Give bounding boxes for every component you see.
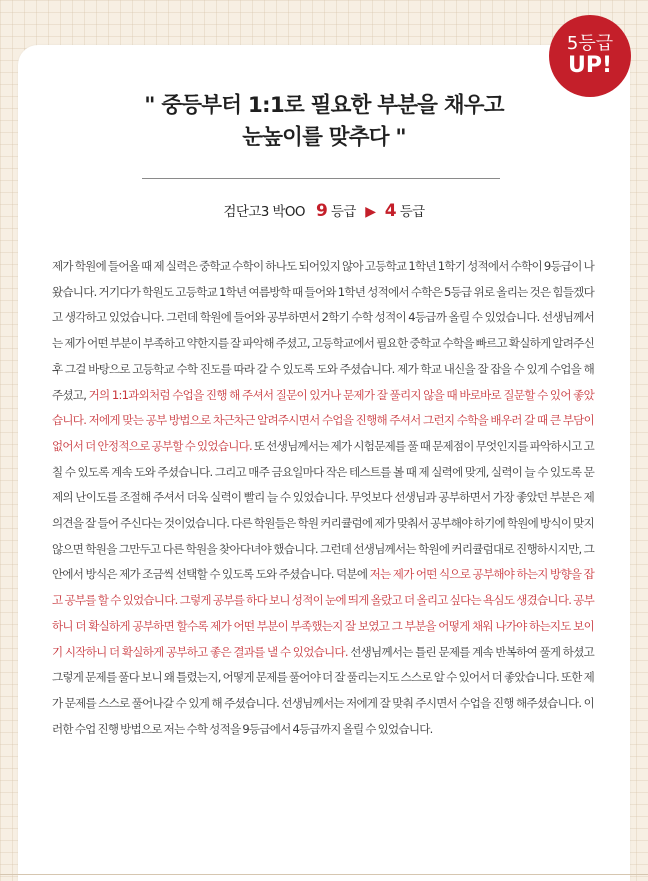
body-highlight-1: 거의 1:1과외처럼 수업을 진행 해 주셔서 질문이 있거나 문제가 잘 풀리지 않을 때 바로바로 질문할 수 있어 좋았습니다. 저에게 맞는 공부 방법으로 차근차근 알려주시면서 수업을 진행해 주셔서 그런지 수학을 배우러 갈 때 큰 부담이 없어서 더 안정적으로 공부할 수 있었습니다.	[52, 387, 594, 453]
arrow-right-icon: ▶	[365, 204, 376, 220]
student-info	[0, 200, 648, 221]
grade-after-suffix: 등급	[399, 204, 425, 220]
grade-before: 9	[315, 201, 328, 221]
testimonial-body	[52, 254, 594, 742]
body-text-1: 제가 학원에 들어올 때 제 실력은 중학교 수학이 하나도 되어있지 않아 고등학교 1학년 1학기 성적에서 수학이 9등급이 나왔습니다. 거기다가 학원도 고등학교 1학년 여름방학 때 들어와 1학년 성적에서 수학은 5등급 위로 올리는 것은 힘들겠다고 생각하고 있었습니다. 그런데 학원에 들어와 공부하면서 2학기 수학 성적이 4등급까 올릴 수 있었습니다. 선생님께서는 제가 어떤 부분이 부족하고 약한지를 잘 파악해 주셨고, 고등학교에서 필요한 중학교 수학을 빠르고 확실하게 알려주신 후 그걸 바탕으로 고등학교 수학 진도를 따라 갈 수 있도록 도와 주셨습니다. 제가 학교 내신을 잘 잡을 수 있게 수업을 해 주셨고,	[52, 259, 594, 402]
headline-line-2: 눈높이를 맞추다 "	[242, 125, 406, 150]
bottom-divider	[0, 874, 648, 875]
testimonial-headline	[0, 90, 648, 154]
grade-after: 4	[384, 201, 396, 221]
badge-grade-text: 5등급	[566, 33, 614, 54]
student-name: 검단고3 박OO	[223, 204, 305, 220]
headline-line-1: " 중등부터 1:1로 필요한 부분을 채우고	[144, 93, 504, 118]
badge-up-text: UP!	[567, 52, 613, 78]
headline-divider	[142, 178, 500, 179]
body-text-3: 선생님께서는 틀린 문제를 계속 반복하여 풀게 하셨고 그렇게 문제를 풀다 보니 왜 틀렸는지, 어떻게 문제를 풀어야 더 잘 풀리는지도 스스로 알 수 있어서 더 좋았습니다. 또한 제가 문제를 스스로 풀어나갈 수 있게 해 주셨습니다. 선생님께서는 저에게 잘 맞춰 주시면서 수업을 진행 해주셨습니다. 이러한 수업 진행 방법으로 저는 수학 성적을 9등급에서 4등급까지 올릴 수 있었습니다.	[52, 644, 594, 736]
body-highlight-2: 저는 제가 어떤 식으로 공부해야 하는지 방향을 잡고 공부를 할 수 있었습니다. 그렇게 공부를 하다 보니 성적이 눈에 띄게 올랐고 더 올리고 싶다는 욕심도 생겼습니다. 공부하니 더 확실하게 공부하면 할수록 제가 어떤 부분이 부족했는지 잘 보였고 그 부분을 어떻게 채워 나가야 하는지도 보이기 시작하니 더 확실하게 공부하고 좋은 결과를 낼 수 있었습니다.	[52, 567, 594, 659]
grade-up-badge	[549, 15, 631, 97]
grade-before-suffix: 등급	[330, 204, 356, 220]
body-text-2: 또 선생님께서는 제가 시험문제를 풀 때 문제점이 무엇인지를 파악하시고 고칠 수 있도록 계속 도와 주셨습니다. 그리고 매주 금요일마다 작은 테스트를 볼 때 제 실력에 맞게, 실력이 늘 수 있도록 문제의 난이도를 조절해 주셔서 더욱 실력이 빨리 늘 수 있었습니다. 무엇보다 선생님과 공부하면서 가장 좋았던 부분은 제 의견을 잘 들어 주신다는 것이었습니다. 다른 학원들은 학원 커리큘럼에 제가 맞춰서 공부해야 하기에 학원에 방식이 맞지 않으면 학원을 그만두고 다른 학원을 찾아다녀야 했습니다. 그런데 선생님께서는 학원에 커리큘럼대로 진행하시지만, 그 안에서 방식은 제가 조금씩 선택할 수 있도록 도와 주셨습니다. 덕분에	[52, 438, 594, 582]
